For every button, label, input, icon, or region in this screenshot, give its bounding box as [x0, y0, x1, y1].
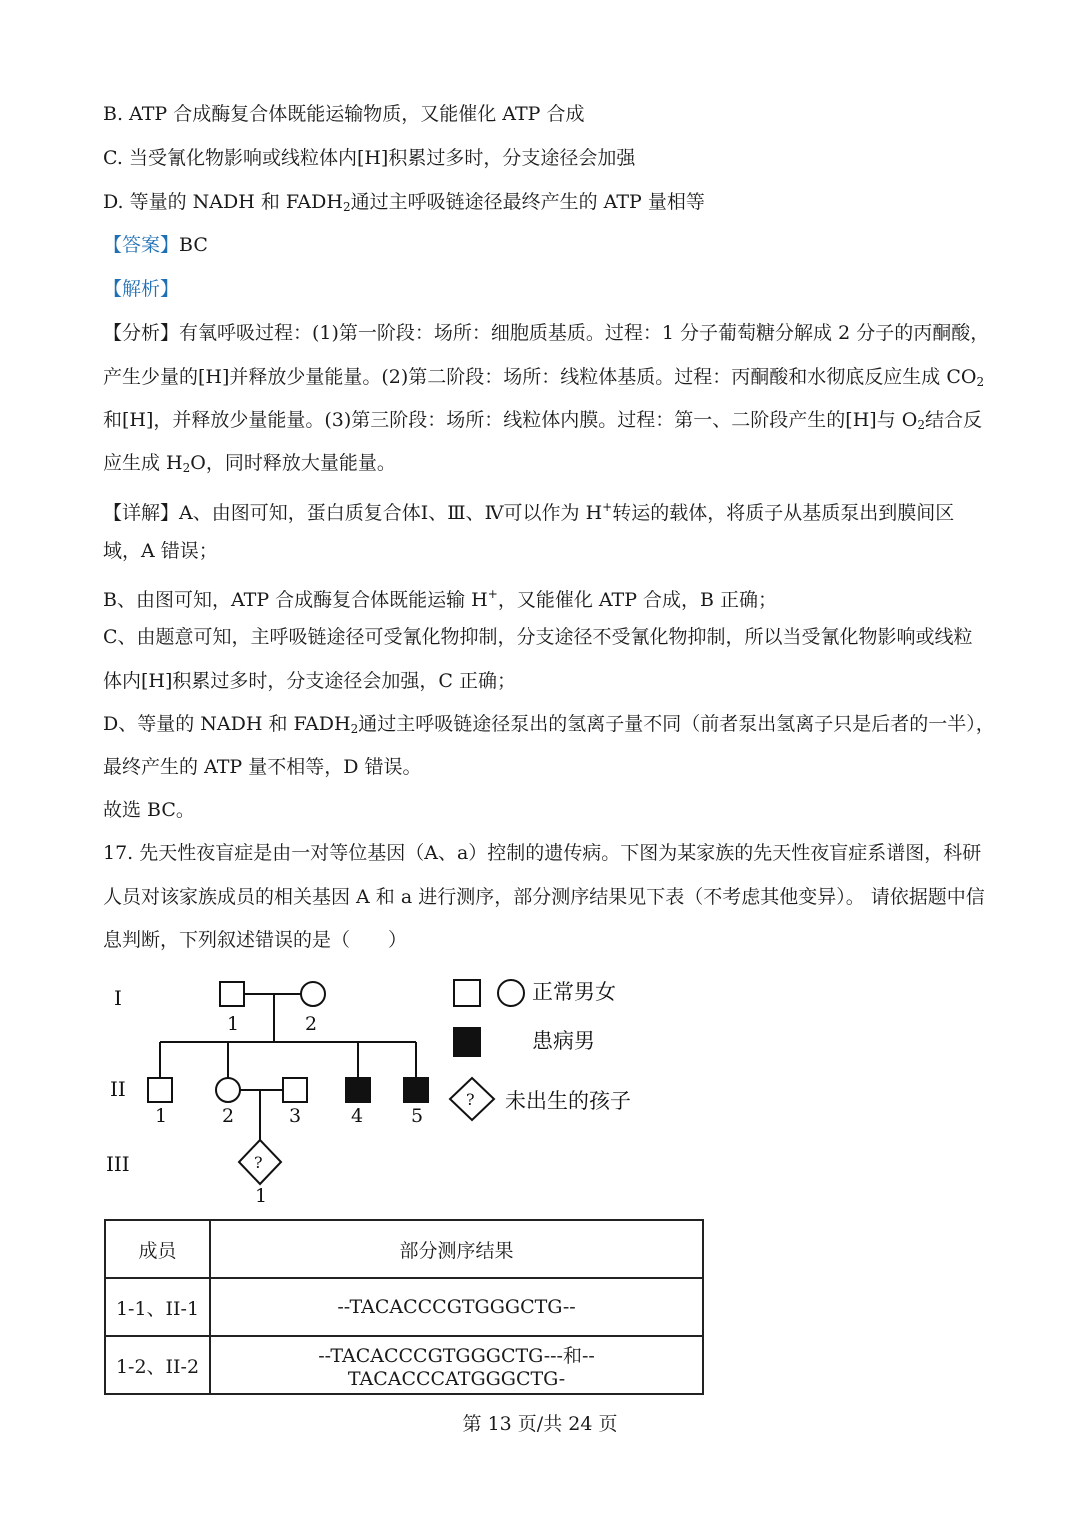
option-c: C. 当受氰化物影响或线粒体内[H]积累过多时，分支途径会加强 [103, 147, 636, 169]
gen1-num: 1 [227, 1013, 240, 1035]
xiangjie-line-7: 最终产生的 ATP 量不相等，D 错误。 [103, 756, 422, 778]
analysis-tag: 【解析】 [103, 278, 180, 300]
table-row [105, 1278, 703, 1336]
table-cell: 1-1、II-1 [105, 1278, 210, 1336]
option-b: B. ATP 合成酶复合体既能运输物质，又能催化 ATP 合成 [103, 103, 585, 125]
gen3-num: 1 [255, 1185, 268, 1207]
legend-affected-label: 患病男 [532, 1029, 595, 1053]
ii1-male-symbol [148, 1078, 172, 1102]
ii2-female-symbol [216, 1078, 240, 1102]
gen-label-i: I [114, 986, 122, 1010]
xiangjie-line-3: B、由图可知，ATP 合成酶复合体既能运输 H+，又能催化 ATP 合成，B 正确； [103, 587, 778, 611]
page-footer: 第 13 页/共 24 页 [462, 1413, 618, 1435]
gen1-num: 2 [305, 1013, 318, 1035]
q17-line-2: 人员对该家族成员的相关基因 A 和 a 进行测序，部分测序结果见下表（不考虑其他变异）。 请依据题中信 [103, 886, 985, 908]
ii3-male-symbol [283, 1078, 307, 1102]
ii4-affected-male-symbol [346, 1078, 370, 1102]
table-header: 成员 [105, 1220, 210, 1278]
gen2-num: 2 [222, 1105, 235, 1127]
gen-label-ii: II [110, 1077, 126, 1101]
xiangjie-line-5: 体内[H]积累过多时，分支途径会加强，C 正确； [103, 670, 516, 692]
answer-value: BC [179, 234, 208, 256]
table-header-row [105, 1220, 703, 1278]
table-cell: 1-2、II-2 [105, 1336, 210, 1394]
fenxi-line-1: 【分析】有氧呼吸过程：(1)第一阶段：场所：细胞质基质。过程：1 分子葡萄糖分解成 2 分子的丙酮酸， [103, 322, 990, 344]
unborn-question-mark: ? [254, 1153, 263, 1172]
legend-question-mark: ? [466, 1090, 475, 1109]
sequencing-table [104, 1219, 704, 1395]
legend-unborn-label: 未出生的孩子 [505, 1089, 631, 1113]
i1-male-symbol [220, 982, 244, 1006]
xiangjie-line-6: D、等量的 NADH 和 $FADH_2$通过主呼吸链途径泵出的氢离子量不同（前者泵出氢离子只是后者的一半）， [103, 713, 995, 736]
table-cell: --TACACCCGTGGGCTG-- [210, 1278, 703, 1336]
table-header: 部分测序结果 [210, 1220, 703, 1278]
gen2-num: 5 [411, 1105, 424, 1127]
legend-normal-male-icon [454, 980, 480, 1006]
q17-line-3: 息判断，下列叙述错误的是（ ） [103, 929, 408, 951]
q17-line-1: 17. 先天性夜盲症是由一对等位基因（A、a）控制的遗传病。下图为某家族的先天性夜盲症系谱图，科研 [103, 842, 982, 864]
legend-normal-female-icon [498, 980, 524, 1006]
fenxi-line-3: 和[H]，并释放少量能量。(3)第三阶段：场所：线粒体内膜。过程：第一、二阶段产生的[H]与 $O_2$结合反 [103, 409, 982, 432]
i2-female-symbol [301, 982, 325, 1006]
option-d: D. 等量的 NADH 和 $FADH_2$通过主呼吸链途径最终产生的 ATP 量相等 [103, 191, 705, 214]
answer-line [103, 232, 208, 258]
gen-label-iii: III [106, 1152, 130, 1176]
pedigree-chart [100, 968, 660, 1208]
table-cell: --TACACCCGTGGGCTG---和--TACACCCATGGGCTG- [210, 1336, 703, 1394]
xiangjie-line-4: C、由题意可知，主呼吸链途径可受氰化物抑制，分支途径不受氰化物抑制，所以当受氰化物影响或线粒 [103, 626, 973, 648]
conclusion: 故选 BC。 [103, 799, 195, 821]
xiangjie-line-2: 域，A 错误； [103, 540, 218, 562]
gen2-num: 3 [289, 1105, 302, 1127]
gen2-num: 1 [155, 1105, 168, 1127]
xiangjie-line-1: 【详解】A、由图可知，蛋白质复合体Ⅰ、Ⅲ、Ⅳ可以作为 H+转运的载体，将质子从基质泵出到膜间区 [103, 500, 955, 524]
answer-tag: 【答案】 [103, 234, 180, 256]
ii5-affected-male-symbol [404, 1078, 428, 1102]
fenxi-line-2: 产生少量的[H]并释放少量能量。(2)第二阶段：场所：线粒体基质。过程：丙酮酸和水彻底反应生成 $CO_2$ [103, 366, 985, 389]
legend-affected-male-icon [454, 1028, 480, 1056]
legend-normal-label: 正常男女 [532, 980, 616, 1004]
table-row [105, 1336, 703, 1394]
fenxi-line-4: 应生成 $H_2O$，同时释放大量能量。 [103, 452, 396, 475]
gen2-num: 4 [351, 1105, 364, 1127]
